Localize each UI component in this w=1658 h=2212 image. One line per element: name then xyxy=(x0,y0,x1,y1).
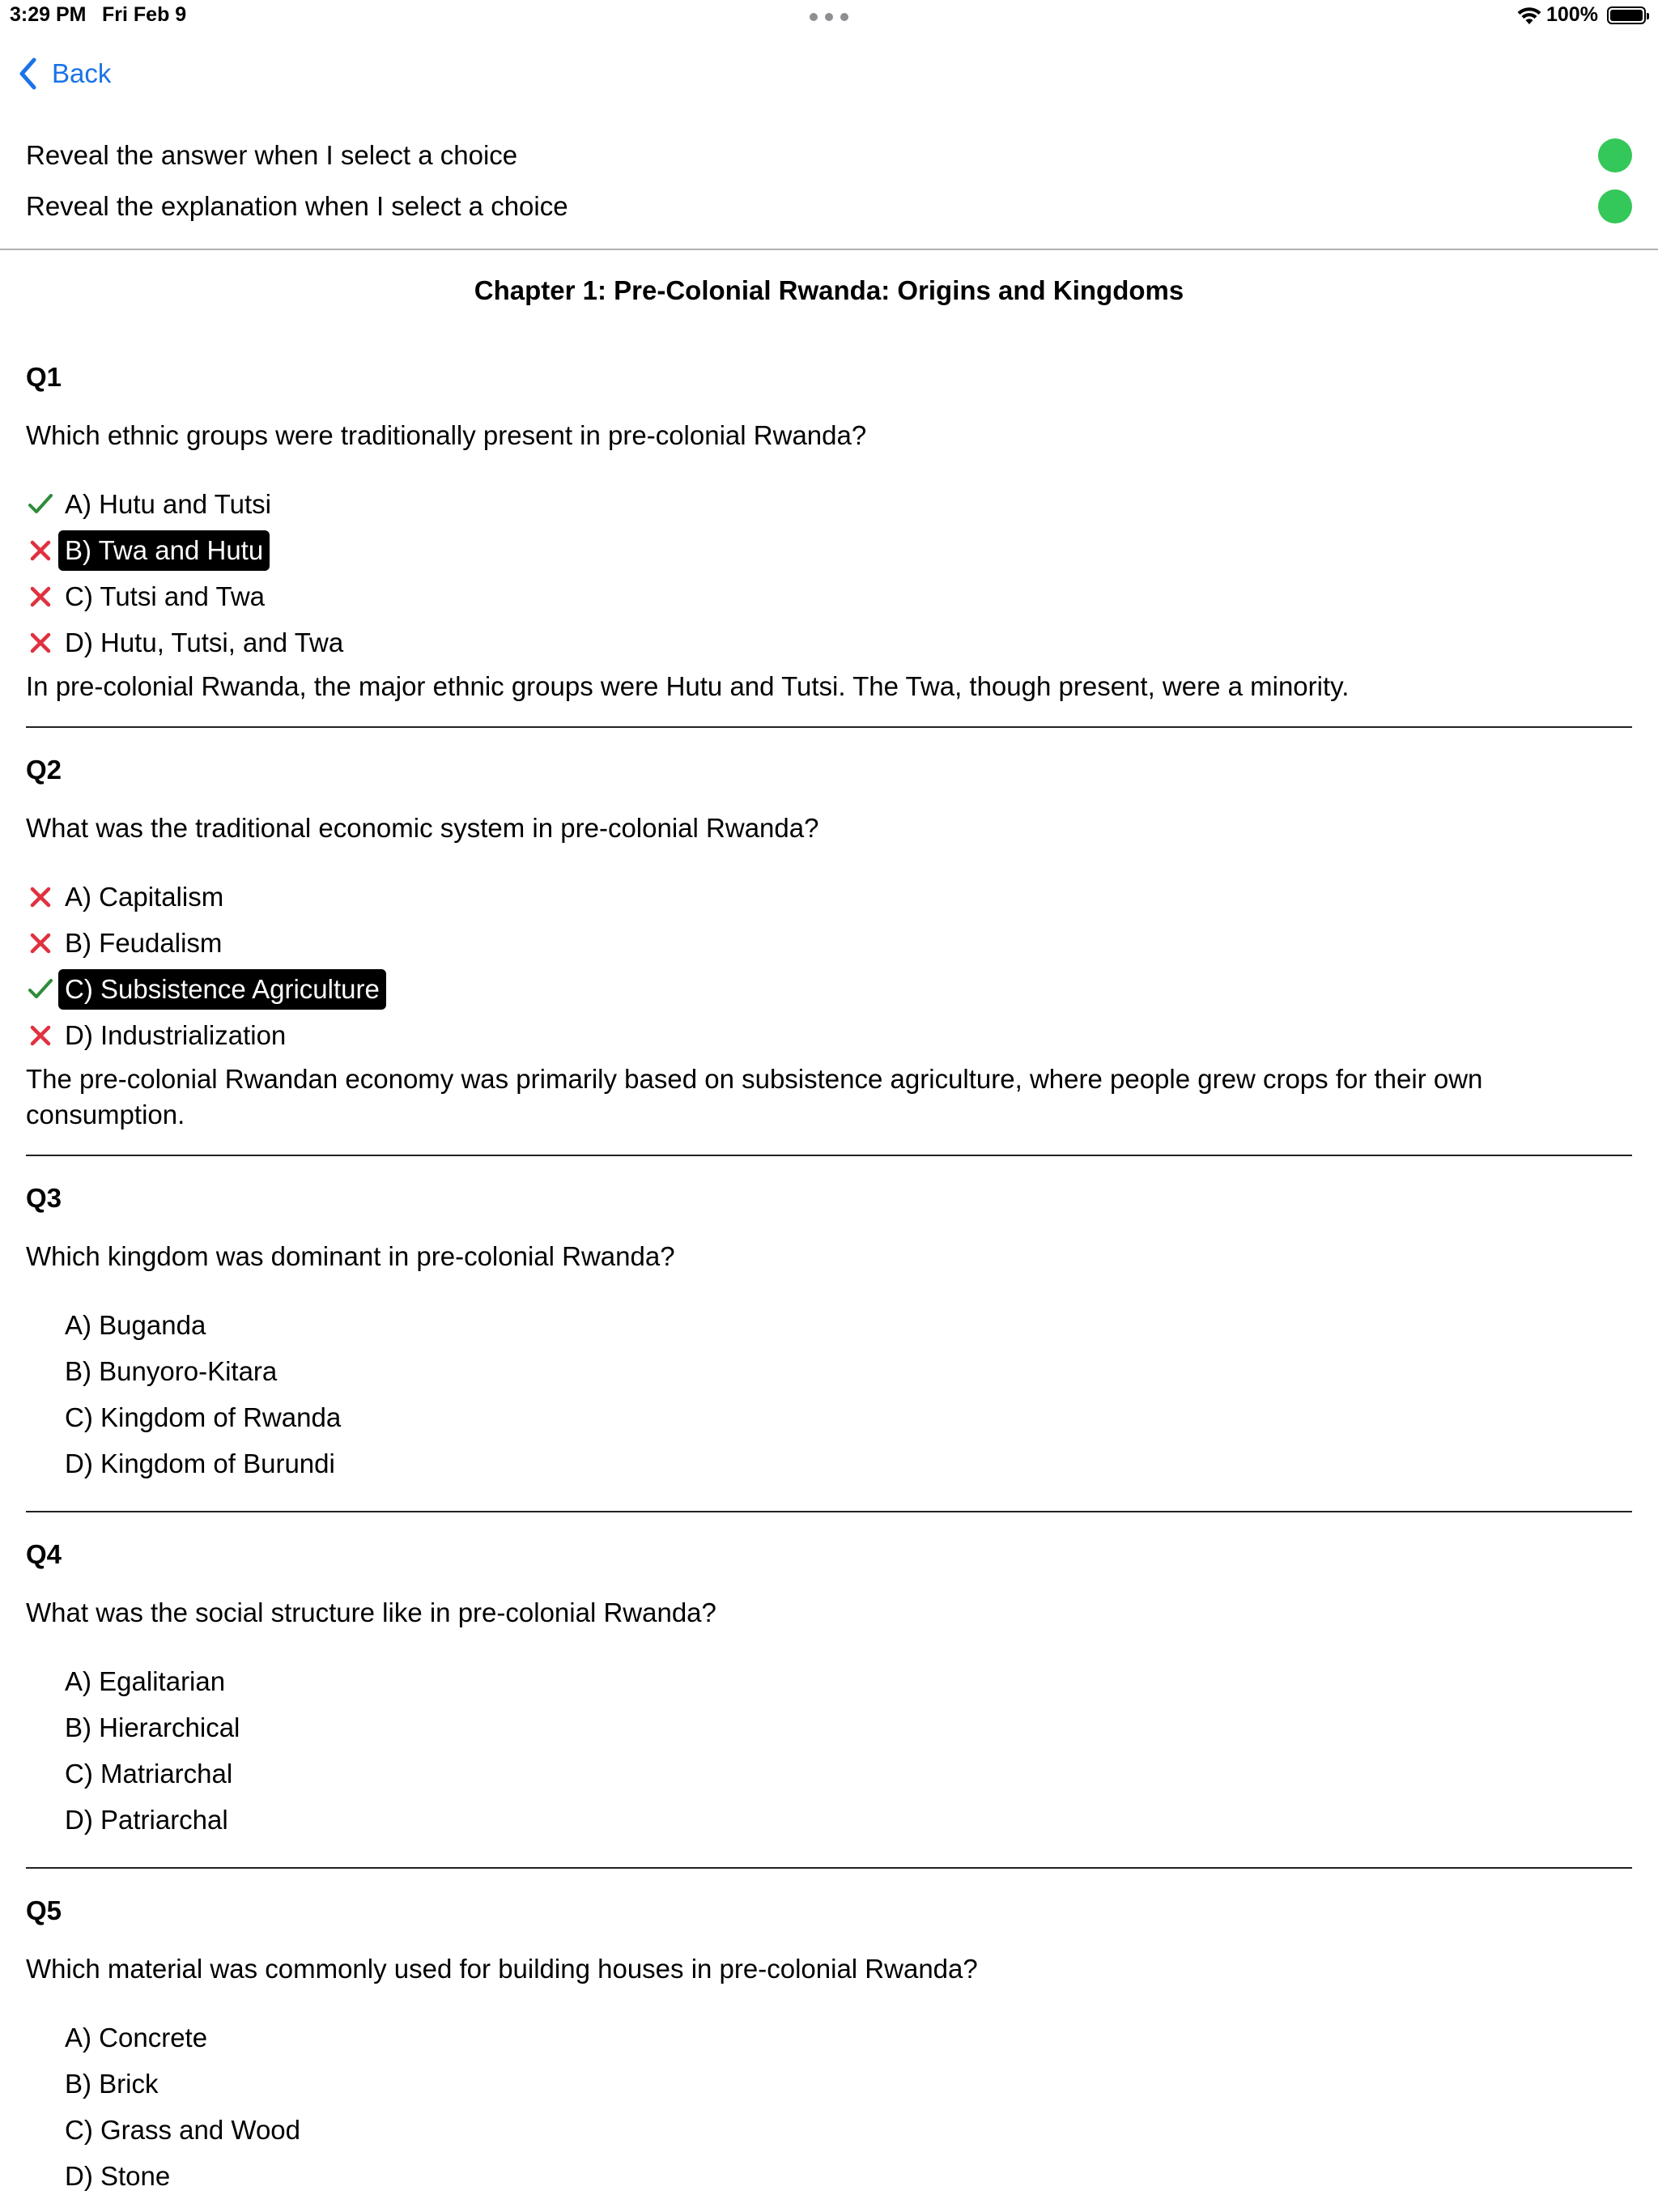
choice-mark xyxy=(26,1403,55,1432)
checkmark-icon xyxy=(28,976,53,1002)
status-date: Fri Feb 9 xyxy=(102,3,187,26)
chevron-left-icon xyxy=(18,57,39,91)
x-mark-icon xyxy=(28,630,53,656)
question-text: Which kingdom was dominant in pre-colonial Rwanda? xyxy=(26,1241,675,1271)
choice-text: A) Capitalism xyxy=(65,881,224,912)
choice-mark xyxy=(26,975,55,1004)
choice-text: B) Bunyoro-Kitara xyxy=(65,1355,278,1386)
choice-mark xyxy=(26,628,55,657)
choice-text: A) Hutu and Tutsi xyxy=(65,488,271,519)
question-block-q1 xyxy=(26,361,1632,704)
checkmark-icon xyxy=(28,491,53,517)
choice-item[interactable] xyxy=(26,1704,1632,1750)
choice-item[interactable] xyxy=(26,2014,1632,2061)
question-text: What was the social structure like in pre-colonial Rwanda? xyxy=(26,1597,716,1627)
choice-text: A) Concrete xyxy=(65,2022,208,2052)
choice-mark xyxy=(26,2069,55,2099)
choice-mark xyxy=(26,1021,55,1050)
choice-text: B) Brick xyxy=(65,2068,159,2099)
choice-text: D) Patriarchal xyxy=(65,1804,228,1835)
setting-reveal-answer xyxy=(26,135,1632,176)
choice-mark xyxy=(26,929,55,958)
back-button-label: Back xyxy=(52,58,112,88)
setting-label: Reveal the answer when I select a choice xyxy=(26,140,518,170)
choice-item[interactable] xyxy=(26,1658,1632,1704)
question-label: Q5 xyxy=(26,1895,62,1925)
choice-text: C) Subsistence Agriculture xyxy=(58,969,386,1010)
choices-list xyxy=(26,481,1632,666)
question-text: Which ethnic groups were traditionally present in pre-colonial Rwanda? xyxy=(26,420,867,450)
explanation-text: In pre-colonial Rwanda, the major ethnic groups were Hutu and Tutsi. The Twa, though present, were a minority. xyxy=(26,671,1350,701)
choice-item[interactable] xyxy=(26,920,1632,966)
choice-text: C) Matriarchal xyxy=(65,1758,233,1789)
question-label: Q2 xyxy=(26,755,62,785)
question-divider xyxy=(26,1155,1632,1156)
setting-label: Reveal the explanation when I select a choice xyxy=(26,191,568,221)
choice-item[interactable] xyxy=(26,573,1632,619)
choices-list xyxy=(26,1658,1632,1843)
wifi-icon xyxy=(1516,5,1543,26)
explanation-text: The pre-colonial Rwandan economy was primarily based on subsistence agriculture, where people grew crops for their own consumption. xyxy=(26,1064,1483,1129)
choice-text: D) Industrialization xyxy=(65,1019,287,1050)
choices-list xyxy=(26,1302,1632,1487)
battery-percentage: 100% xyxy=(1546,3,1598,26)
header-divider xyxy=(0,249,1658,250)
choice-mark xyxy=(26,2116,55,2145)
question-block-q3 xyxy=(26,1182,1632,1487)
question-block-q4 xyxy=(26,1538,1632,1843)
question-block-q2 xyxy=(26,754,1632,1133)
question-text: What was the traditional economic system in pre-colonial Rwanda? xyxy=(26,813,819,843)
choice-item[interactable] xyxy=(26,1302,1632,1348)
chapter-title: Chapter 1: Pre-Colonial Rwanda: Origins and Kingdoms xyxy=(474,275,1184,305)
back-button[interactable] xyxy=(18,53,111,94)
battery-icon xyxy=(1607,6,1646,24)
choice-text: C) Grass and Wood xyxy=(65,2114,301,2145)
choice-item[interactable] xyxy=(26,966,1632,1012)
choices-list xyxy=(26,2014,1632,2199)
choice-text: D) Kingdom of Burundi xyxy=(65,1448,335,1478)
status-time: 3:29 PM xyxy=(10,3,87,26)
status-bar xyxy=(0,0,1658,36)
choice-mark xyxy=(26,1667,55,1696)
reveal-explanation-toggle[interactable] xyxy=(1598,189,1632,223)
choice-text: B) Twa and Hutu xyxy=(58,530,270,571)
choice-mark xyxy=(26,1357,55,1386)
choice-text: C) Tutsi and Twa xyxy=(65,581,266,611)
question-divider xyxy=(26,726,1632,728)
choice-mark xyxy=(26,582,55,611)
choice-item[interactable] xyxy=(26,1348,1632,1394)
question-label: Q4 xyxy=(26,1539,62,1569)
choice-item[interactable] xyxy=(26,874,1632,920)
x-mark-icon xyxy=(28,584,53,610)
x-mark-icon xyxy=(28,930,53,956)
choice-mark xyxy=(26,1759,55,1789)
choice-text: D) Hutu, Tutsi, and Twa xyxy=(65,627,344,657)
multitasking-dots-icon[interactable] xyxy=(810,13,848,21)
choice-mark xyxy=(26,2162,55,2191)
x-mark-icon xyxy=(28,884,53,910)
setting-reveal-explanation xyxy=(26,186,1632,227)
choice-mark xyxy=(26,1713,55,1742)
choice-mark xyxy=(26,490,55,519)
choice-text: A) Buganda xyxy=(65,1309,206,1340)
choice-item[interactable] xyxy=(26,1440,1632,1487)
choice-item[interactable] xyxy=(26,619,1632,666)
choice-text: D) Stone xyxy=(65,2160,171,2191)
question-label: Q1 xyxy=(26,362,62,392)
question-label: Q3 xyxy=(26,1183,62,1213)
choice-item[interactable] xyxy=(26,2153,1632,2199)
choice-item[interactable] xyxy=(26,1750,1632,1797)
choice-text: A) Egalitarian xyxy=(65,1665,226,1696)
choice-item[interactable] xyxy=(26,1012,1632,1058)
choice-item[interactable] xyxy=(26,527,1632,573)
reveal-answer-toggle[interactable] xyxy=(1598,138,1632,172)
choice-text: B) Feudalism xyxy=(65,927,223,958)
choice-item[interactable] xyxy=(26,481,1632,527)
choice-text: B) Hierarchical xyxy=(65,1712,240,1742)
choice-item[interactable] xyxy=(26,1394,1632,1440)
x-mark-icon xyxy=(28,538,53,564)
choice-item[interactable] xyxy=(26,2107,1632,2153)
choice-text: C) Kingdom of Rwanda xyxy=(65,1402,342,1432)
question-divider xyxy=(26,1867,1632,1869)
choice-item[interactable] xyxy=(26,2061,1632,2107)
choice-mark xyxy=(26,883,55,912)
x-mark-icon xyxy=(28,1023,53,1049)
question-block-q5 xyxy=(26,1895,1632,2199)
choice-mark xyxy=(26,536,55,565)
question-divider xyxy=(26,1511,1632,1512)
question-text: Which material was commonly used for building houses in pre-colonial Rwanda? xyxy=(26,1954,978,1984)
choice-mark xyxy=(26,1449,55,1478)
choice-mark xyxy=(26,1806,55,1835)
choices-list xyxy=(26,874,1632,1058)
choice-mark xyxy=(26,2023,55,2052)
choice-mark xyxy=(26,1311,55,1340)
choice-item[interactable] xyxy=(26,1797,1632,1843)
